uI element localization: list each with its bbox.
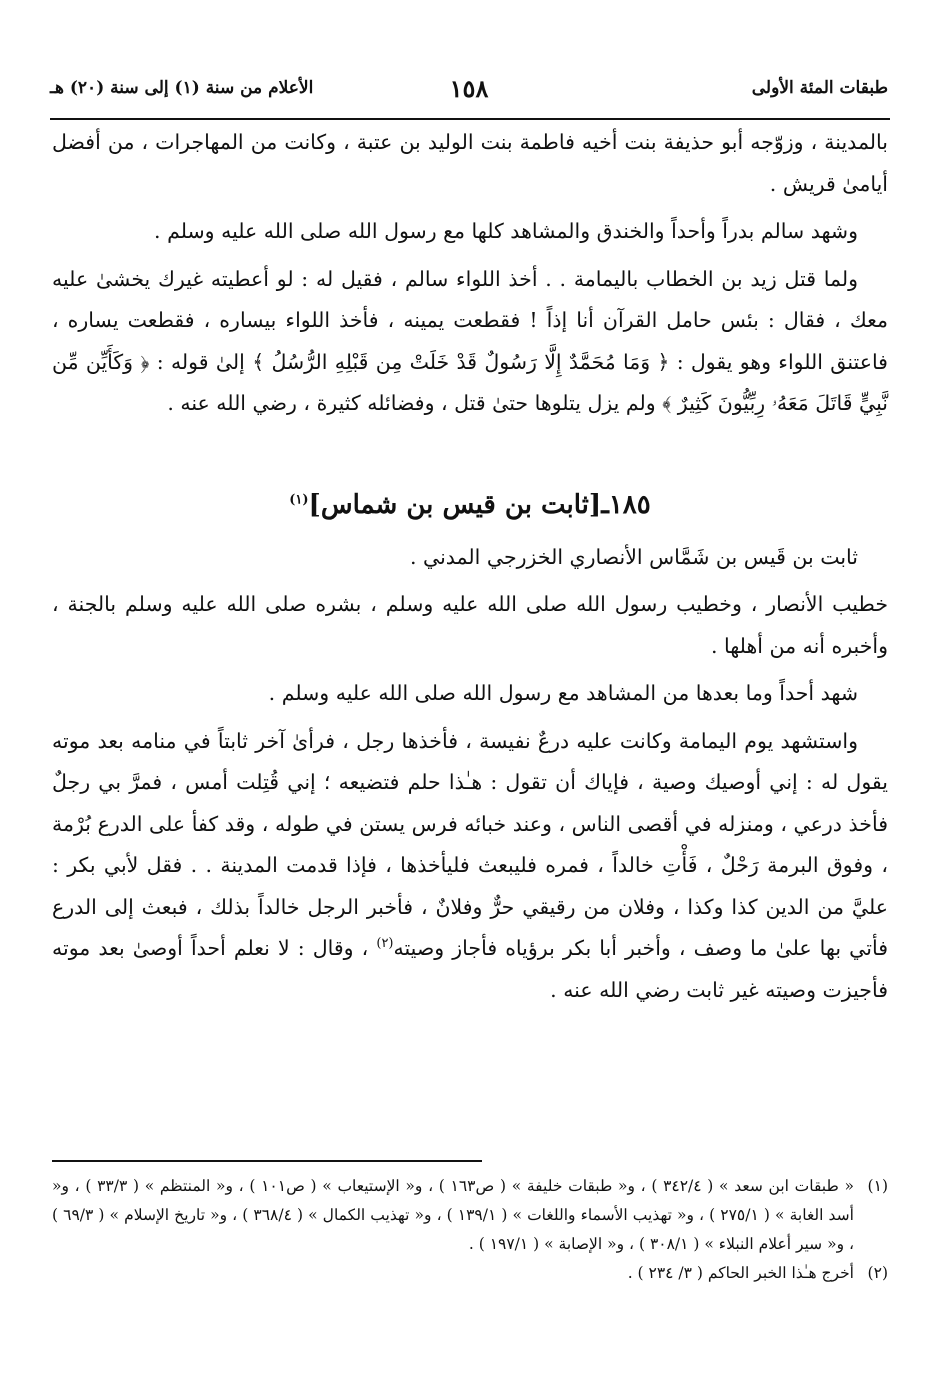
paragraph: وشهد سالم بدراً وأحداً والخندق والمشاهد كلها مع رسول الله صلى الله عليه وسلم . [154, 219, 858, 243]
paragraph [52, 721, 888, 1012]
main-text [52, 122, 888, 1017]
page-number: ١٥٨ [449, 74, 489, 103]
paragraph-text: ، وقال : لا نعلم أحداً أوصىٰ بعد موته فأجيزت وصيته غير ثابت رضي الله عنه . [52, 936, 888, 1002]
header-rule [50, 118, 890, 120]
entry-title: ١٨٥ـ[ثابت بن قيس بن شماس] [308, 489, 651, 520]
chapter-range-header: الأعلام من سنة (١) إلى سنة (٢٠) هـ [50, 78, 314, 98]
quran-verse: ﴿ وَكَأَيِّن مِّن نَّبِيٍّ قَاتَلَ مَعَهُۥ رِبِّيُّونَ كَثِيرٌ ﴾ [52, 349, 888, 415]
entry-heading [52, 483, 888, 527]
paragraph-text: ولما قتل زيد بن الخطاب باليمامة . . أخذ اللواء سالم ، فقيل له : لو أعطيته غيرك يخشىٰ عليه معك ، فقال : بئس حامل القرآن أنا إذاً ! فقطعت يمينه ، فأخذ اللواء بيساره ، فقطعت يساره ، فاعتنق اللواء وهو يقول : [52, 266, 888, 374]
paragraph: ثابت بن قَيس بن شَمَّاس الأنصاري الخزرجي المدني . [409, 544, 858, 569]
paragraph: شهد أحداً وما بعدها من المشاهد مع رسول الله صلى الله عليه وسلم . [268, 681, 858, 705]
footnote-rule [52, 1160, 482, 1162]
footnote-ref: (١) [289, 491, 309, 507]
book-title-header: طبقات المئة الأولى [751, 78, 888, 98]
paragraph-text: إلىٰ قوله : [156, 349, 245, 374]
footnote-number: (٢) [867, 1264, 888, 1282]
footnote-text: « طبقات ابن سعد » ( ٣٤٢/٤ ) ، و« طبقات خليفة » ( ص١٦٣ ) ، و« الإستيعاب » ( ص١٠١ ) ، و« المنتظم » ( ٣٣/٣ ) ، و« أسد الغابة » ( ٢٧٥/١ ) ، و« تهذيب الأسماء واللغات » ( ١٣٩/١ ) ، و« تهذيب الكمال » ( ٣٦٨/٤ ) ، و« تاريخ الإسلام » ( ٦٩/٣ ) ، و« سير أعلام النبلاء » ( ٣٠٨/١ ) ، و« الإصابة » ( ١٩٧/١ ) . [52, 1177, 854, 1253]
footnote [52, 1259, 888, 1288]
paragraph-text: واستشهد يوم اليمامة وكانت عليه درعٌ نفيسة ، فأخذها رجل ، فرأىٰ آخر ثابتاً في منامه بعد موته يقول له : إني أوصيك وصية ، فإياك أن تقول : هـٰذا حلم فتضيعه ؛ إني قُتِلت أمس ، فمرَّ بي رجلٌ فأخذ درعي ، ومنزله في أقصى الناس ، وعند خبائه فرس يستن في طوله ، وقد كفأ على الدرع بُرْمة ، وفوق البرمة رَحْلٌ ، فَأْتِ خالداً ، فمره فليبعث فليأخذها ، فإذا قدمت المدينة . . فقل لأبي بكر : عليَّ من الدين كذا وكذا ، وفلان من رقيقي حرٌّ وفلانٌ ، فأخبر الرجل خالداً بذلك ، فبعث إلى الدرع فأتي بها علىٰ ما وصف ، وأخبر أبا بكر برؤياه فأجاز وصيته [52, 728, 888, 960]
quran-verse: ﴿ وَمَا مُحَمَّدٌ إِلَّا رَسُولٌ قَدْ خَلَتْ مِن قَبْلِهِ الرُّسُلُ ﴾ [252, 349, 670, 374]
footnote-ref: (٢) [376, 936, 394, 952]
footnote [52, 1172, 888, 1259]
paragraph-with-quran [52, 259, 888, 425]
footnotes [52, 1172, 888, 1288]
footnote-number: (١) [867, 1177, 888, 1195]
paragraph: بالمدينة ، وزوّجه أبو حذيفة بنت أخيه فاطمة بنت الوليد بن عتبة ، وكانت من المهاجرات ، من أفضل أيامىٰ قريش . [52, 130, 888, 196]
footnote-text: أخرج هـٰذا الخبر الحاكم ( ٣/ ٢٣٤ ) . [627, 1264, 854, 1282]
paragraph: خطيب الأنصار ، وخطيب رسول الله صلى الله عليه وسلم ، بشره صلى الله عليه وسلم بالجنة ، وأخبره أنه من أهلها . [52, 592, 888, 658]
running-header [50, 74, 888, 114]
paragraph-text: ولم يزل يتلوها حتىٰ قتل ، وفضائله كثيرة ، رضي الله عنه . [167, 391, 656, 415]
